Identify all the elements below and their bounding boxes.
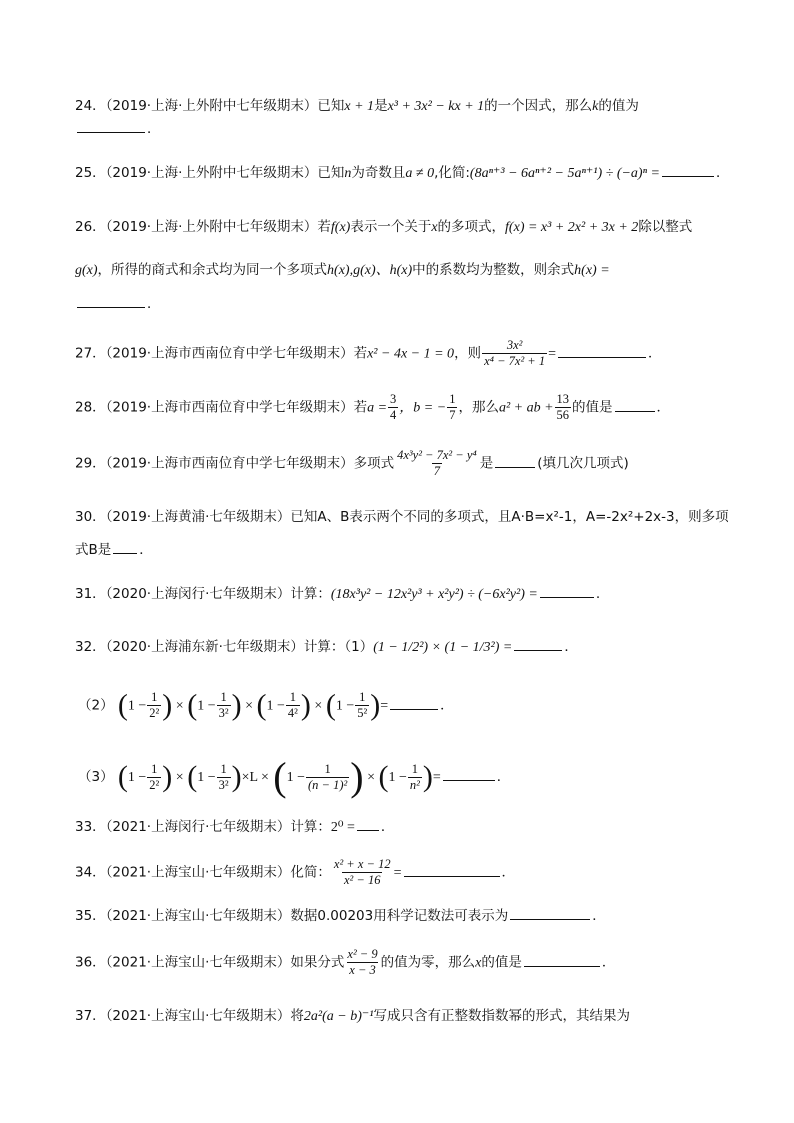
question-end: ． xyxy=(147,296,161,312)
fraction-denominator: 7 xyxy=(449,408,456,422)
math-expression: h(x),g(x)、h(x) xyxy=(327,263,413,278)
sub-label: （2） xyxy=(78,697,114,714)
question-text: 化简： xyxy=(290,864,331,881)
question-text: 若 xyxy=(353,345,368,362)
question-end: ． xyxy=(592,908,606,924)
fraction xyxy=(332,857,393,888)
question-text: 计算： xyxy=(290,819,331,835)
question-text: 多项式 xyxy=(353,455,395,472)
question-34 xyxy=(75,857,515,888)
question-27 xyxy=(75,338,662,369)
fraction-denominator: 4 xyxy=(390,408,397,422)
fraction-denominator: x − 3 xyxy=(349,963,376,977)
question-text: 除以整式 xyxy=(638,219,693,235)
question-text: 如果分式 xyxy=(290,954,345,971)
math-expression: (1 − 1/2²) × (1 − 1/3²) = xyxy=(373,640,513,655)
question-source: （2019·上海市西南位育中学七年级期末） xyxy=(105,455,354,472)
math-expression: (18x³y² − 12x²y³ + x²y²) ÷ (−6x²y²) = xyxy=(330,587,538,602)
fraction xyxy=(388,392,398,423)
question-source: （2019·上海·上外附中七年级期末） xyxy=(105,165,318,181)
question-number: 32． xyxy=(75,639,106,655)
question-text: 已知 xyxy=(317,98,345,114)
question-number: 35． xyxy=(75,908,106,924)
question-number: 30． xyxy=(75,509,106,525)
question-32-part3: （3） (1 − $\frac{1}{\text{2²}}$ ) × (1 − $\frac{1}{\text{3²}}$ )×L × (1 − $\frac{1}{\text{(n − 1)²}}$ ) × (1 − $\frac{1}{\text{n²}}$ )= ． xyxy=(78,754,511,799)
question-end: ． xyxy=(501,864,516,881)
question-end: ． xyxy=(440,697,454,714)
math-expression: 2⁰ = xyxy=(330,820,355,835)
question-number: 36． xyxy=(75,954,106,971)
math-expression: ，b = − xyxy=(399,400,447,416)
question-number: 25． xyxy=(75,165,106,181)
answer-blank[interactable] xyxy=(558,343,646,358)
fraction xyxy=(555,392,572,423)
question-text: 是 xyxy=(374,98,388,114)
math-variable: k xyxy=(592,99,599,114)
question-text: 表示一个关于 xyxy=(350,219,432,235)
fraction-numerator: 13 xyxy=(556,392,570,406)
question-29 xyxy=(75,448,629,479)
question-text: 的值为零，那么 xyxy=(380,954,476,971)
question-source: （2019·上海·上外附中七年级期末） xyxy=(105,98,318,114)
math-variable: n xyxy=(344,166,352,181)
question-number: 29． xyxy=(75,455,106,472)
question-32-part2: （2） (1 − $\frac{1}{\text{2²}}$ ) × (1 − $\frac{1}{\text{3²}}$ ) × (1 − $\frac{1}{\text{4²}}$ ) × (1 − $\frac{1}{\text{5²}}$ )= ． xyxy=(78,688,454,722)
answer-blank[interactable] xyxy=(495,453,535,468)
equals-sign: = xyxy=(432,770,441,785)
question-end: . xyxy=(595,586,601,602)
question-number: 31． xyxy=(75,586,106,602)
question-source: （2019·上海市西南位育中学七年级期末） xyxy=(105,345,354,362)
fraction xyxy=(395,448,479,479)
answer-blank[interactable] xyxy=(540,583,594,598)
fraction xyxy=(482,338,547,369)
answer-blank[interactable] xyxy=(514,636,562,651)
fraction-numerator: x² − 9 xyxy=(347,947,378,961)
math-expression: g(x) xyxy=(75,263,98,278)
math-expression: (8aⁿ⁺³ − 6aⁿ⁺² − 5aⁿ⁺¹) ÷ (−a)ⁿ = xyxy=(469,166,660,181)
question-source: （2021·上海闵行·七年级期末） xyxy=(105,819,291,835)
math-expression: f(x) = x³ + 2x² + 3x + 2 xyxy=(505,220,639,235)
fraction-numerator: 3 xyxy=(390,392,397,406)
fraction-denominator: x² − 16 xyxy=(344,873,381,887)
question-end: ． xyxy=(380,819,395,835)
question-source: （2021·上海宝山·七年级期末） xyxy=(105,864,291,881)
question-36 xyxy=(75,947,615,978)
question-source: （2021·上海宝山·七年级期末） xyxy=(105,954,291,971)
math-expression: h(x) = xyxy=(574,263,610,278)
question-text: 的多项式， xyxy=(437,219,506,235)
math-expression: 2a²(a − b)⁻¹ xyxy=(303,1009,374,1024)
question-text: 若 xyxy=(353,399,368,416)
question-32 xyxy=(75,636,578,658)
question-text: 的值是 xyxy=(481,954,522,971)
question-number: 24． xyxy=(75,98,106,114)
math-expression: a² + ab + xyxy=(498,400,554,416)
question-37 xyxy=(75,1006,630,1027)
fraction-numerator: 4x³y² − 7x² − y⁴ xyxy=(397,448,477,462)
answer-blank[interactable] xyxy=(77,293,145,308)
question-end: ． xyxy=(648,345,662,362)
answer-blank[interactable] xyxy=(77,118,145,133)
question-text: 已知 xyxy=(317,165,345,181)
question-33 xyxy=(75,816,394,838)
question-end: ． xyxy=(601,954,616,971)
question-35 xyxy=(75,905,606,926)
question-text: ，则 xyxy=(454,345,482,362)
question-text: ，所得的商式和余式均为同一个多项式 xyxy=(97,262,328,278)
question-text: ,化简: xyxy=(434,165,470,181)
question-source: （2021·上海宝山·七年级期末） xyxy=(105,908,291,924)
question-text: 为奇数且 xyxy=(351,165,406,181)
fraction-denominator: 7 xyxy=(433,464,441,478)
fraction-denominator: 56 xyxy=(556,408,570,422)
question-end: ． xyxy=(656,399,671,416)
answer-blank[interactable] xyxy=(662,162,714,177)
answer-blank[interactable] xyxy=(390,695,438,710)
equals-sign: = xyxy=(393,865,402,881)
question-source: （2019·上海市西南位育中学七年级期末） xyxy=(105,399,354,416)
question-source: （2021·上海宝山·七年级期末） xyxy=(105,1008,291,1024)
equals-sign: = xyxy=(380,698,389,714)
question-26 xyxy=(75,217,692,238)
fraction-numerator: x² + x − 12 xyxy=(333,857,391,871)
question-source: （2019·上海黄浦·七年级期末） xyxy=(105,509,291,525)
question-text: 已知A、B表示两个不同的多项式，且A·B=x²-1，A=-2x²+2x-3，则多项 xyxy=(290,509,729,525)
math-expression: x³ + 3x² − kx + 1 xyxy=(387,99,485,114)
question-text: 式B是 xyxy=(75,542,112,558)
answer-blank[interactable] xyxy=(524,952,600,967)
question-number: 37． xyxy=(75,1008,106,1024)
question-24-line2 xyxy=(75,118,161,139)
question-26-line3 xyxy=(75,293,161,314)
question-text: ，那么 xyxy=(458,399,499,416)
answer-blank[interactable] xyxy=(510,905,590,920)
math-variable: x xyxy=(431,220,438,235)
question-text: 中的系数均为整数，则余式 xyxy=(412,262,575,278)
question-text: 若 xyxy=(317,219,331,235)
question-text: 将 xyxy=(290,1008,304,1024)
math-expression: a ≠ 0 xyxy=(405,166,435,181)
math-expression: x + 1 xyxy=(344,99,375,114)
question-number: 34． xyxy=(75,864,106,881)
question-text: 是 xyxy=(479,455,494,472)
question-number: 27． xyxy=(75,345,106,362)
question-text: 计算： xyxy=(290,586,331,602)
question-text: 计算：（1） xyxy=(303,639,374,655)
question-28 xyxy=(75,392,670,423)
answer-blank[interactable] xyxy=(404,862,500,877)
question-24 xyxy=(75,96,639,117)
question-text: 的值是 xyxy=(572,399,613,416)
fraction-numerator: 3x² xyxy=(506,338,523,352)
question-number: 26． xyxy=(75,219,106,235)
sub-label: （3） xyxy=(78,769,114,785)
question-31 xyxy=(75,583,600,605)
question-source: （2020·上海浦东新·七年级期末） xyxy=(105,639,304,655)
question-end: ． xyxy=(139,542,153,558)
answer-blank[interactable] xyxy=(113,539,137,554)
math-expression: f(x) xyxy=(330,220,351,235)
question-source: （2020·上海闵行·七年级期末） xyxy=(105,586,291,602)
math-variable: x xyxy=(475,955,482,971)
fraction-numerator: 1 xyxy=(449,392,456,406)
answer-blank[interactable] xyxy=(357,816,379,831)
question-end: ． xyxy=(715,165,730,181)
question-number: 28． xyxy=(75,399,106,416)
question-end: ． xyxy=(147,121,161,137)
fraction xyxy=(345,947,379,978)
fraction-denominator: x⁴ − 7x² + 1 xyxy=(484,354,546,368)
question-number: 33． xyxy=(75,819,106,835)
fraction xyxy=(447,392,457,423)
question-text: 数据0.00203用科学记数法可表示为 xyxy=(290,908,509,924)
answer-blank[interactable] xyxy=(443,766,495,781)
math-expression: x² − 4x − 1 = 0 xyxy=(367,346,455,362)
question-25 xyxy=(75,162,729,184)
question-text: 的一个因式，那么 xyxy=(484,98,593,114)
question-text: 写成只含有正整数指数幂的形式，其结果为 xyxy=(373,1008,630,1024)
equals-sign: = xyxy=(548,346,557,362)
question-26-line2 xyxy=(75,260,610,281)
question-30-line2 xyxy=(75,539,153,560)
question-end: ． xyxy=(496,769,511,785)
ellipsis: ×L × xyxy=(241,770,269,785)
question-source: （2019·上海·上外附中七年级期末） xyxy=(105,219,318,235)
answer-blank[interactable] xyxy=(615,397,655,412)
math-expression: a = xyxy=(367,400,388,416)
question-text: (填几次几项式) xyxy=(537,455,629,472)
question-30 xyxy=(75,507,729,527)
question-end: ． xyxy=(564,639,578,655)
question-text: 的值为 xyxy=(598,98,639,114)
